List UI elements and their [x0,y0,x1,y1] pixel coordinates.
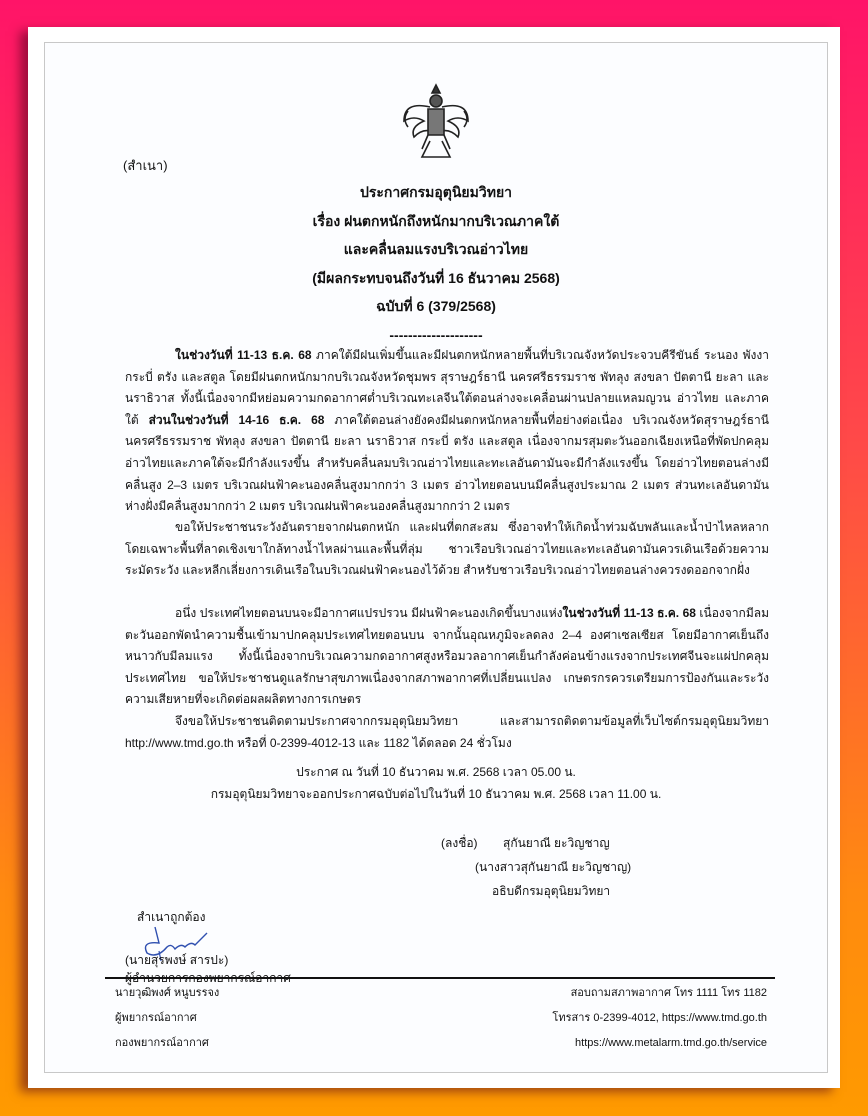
contact-fax-website[interactable]: โทรสาร 0-2399-4012, https://www.tmd.go.th [552,1012,767,1024]
announcement-title-block [45,178,827,349]
forecaster-division: กองพยากรณ์อากาศ [115,1037,209,1049]
title-subject: เรื่อง ฝนตกหนักถึงหนักมากบริเวณภาคใต้ [312,212,560,229]
signatory-name: สุกันยาณี ยะวิญชาญ [503,836,610,850]
text: อนึ่ง ประเทศไทยตอนบนจะมีอากาศแปรปรวน มีฝนฟ้าคะนองเกิดขึ้นบางแห่ง [175,606,563,620]
paragraph-3 [125,603,769,711]
certified-label: สำเนาถูกต้อง [137,910,206,924]
bold-date: ในช่วงวันที่ 11-13 ธ.ค. 68 [562,606,696,620]
signed-label: (ลงชื่อ) [441,836,478,850]
text: ภาคใต้ตอนล่างยังคงมีฝนตกหนักหลายพื้นที่อย่างต่อเนื่อง บริเวณจังหวัดสุราษฎร์ธานี นครศรีธรรมราช พัทลุง สงขลา ปัตตานี ยะลา นราธิวาส กระบี่ ตรัง และสตูล เนื่องจากมรสุมตะวันออกเฉียงเหนือที่พัดปกคลุมอ่าวไทยและภาคใต้จะมีกำลังแรงขึ้น สำหรับคลื่นลมบริเวณอ่าวไทยและทะเลอันดามันจะมีกำลังแรงขึ้น โดยอ่าวไทยตอนล่างมีคลื่นสูง 2–3 เมตร บริเวณฝนฟ้าคะนองคลื่นสูงมากกว่า 3 เมตร อ่าวไทยตอนบนมีคลื่นสูงประมาณ 2 เมตร ส่วนทะเลอันดามันห่างฝั่งมีคลื่นสูงมากกว่า 2 เมตร บริเวณฝนฟ้าคะนองคลื่นสูงมากกว่า 2 เมตร [125,412,769,514]
footer-left [115,981,219,1056]
title-effective: (มีผลกระทบจนถึงวันที่ 16 ธันวาคม 2568) [312,269,560,286]
bold-date: ส่วนในช่วงวันที่ 14-16 ธ.ค. 68 [148,412,325,427]
forecaster-title: ผู้พยากรณ์อากาศ [115,1012,197,1024]
garuda-emblem-icon [400,81,472,163]
signatory-full-name: (นางสาวสุกันยาณี ยะวิญชาญ) [475,860,632,874]
paragraph-2: ขอให้ประชาชนระวังอันตรายจากฝนตกหนัก และฝนที่ตกสะสม ซึ่งอาจทำให้เกิดน้ำท่วมฉับพลันและน้ำป่าไหลหลาก โดยเฉพาะพื้นที่ลาดเชิงเขาใกล้ทางน้ำไหลผ่านและพื้นที่ลุ่ม ชาวเรือบริเวณอ่าวไทยและทะเลอันดามันควรเดินเรือด้วยความระมัดระวัง และหลีกเลี่ยงการเดินเรือในบริเวณฝนฟ้าคะนองไว้ด้วย สำหรับชาวเรือบริเวณอ่าวไทยตอนล่างควรงดออกจากฝั่ง [125,520,769,578]
next-issue-time: กรมอุตุนิยมวิทยาจะออกประกาศฉบับต่อไปในวันที่ 10 ธันวาคม พ.ศ. 2568 เวลา 11.00 น. [210,787,662,801]
document-page [28,27,840,1088]
footer-right [552,981,767,1056]
title-issue-number: ฉบับที่ 6 (379/2568) [376,298,496,314]
text: เนื่องจากมีลมตะวันออกพัดนำความชื้นเข้ามาปกคลุมประเทศไทยตอนบน จากนั้นอุณหภูมิจะลดลง 2–4 องศาเซลเซียส โดยมีอากาศเย็นถึงหนาวกับมีลมแรง ทั้งนี้เนื่องจากบริเวณความกดอากาศสูงหรือมวลอากาศเย็นกำลังค่อนข้างแรงจากประเทศจีนจะแผ่ปกคลุมประเทศไทย ขอให้ประชาชนดูแลรักษาสุขภาพเนื่องจากสภาพอากาศที่เปลี่ยนแปลง เกษตรกรควรเตรียมการป้องกันและระวังความเสียหายที่จะเกิดต่อผลผลิตทางการเกษตร [125,606,769,707]
footer-divider [105,977,775,979]
issued-block [45,761,827,805]
issued-time: ประกาศ ณ วันที่ 10 ธันวาคม พ.ศ. 2568 เวลา 05.00 น. [296,765,576,779]
text: ภาคใต้มีฝนเพิ่มขึ้นและมีฝนตกหนักหลายพื้นที่บริเวณจังหวัดประจวบคีรีขันธ์ ระนอง พังงา กระบี่ ตรัง และสตูล โดยมีฝนตกหนักมากบริเวณจังหวัดชุมพร สุราษฎร์ธานี นครศรีธรรมราช พัทลุง สงขลา ปัตตานี ยะลา และนราธิวาส ทั้งนี้เนื่องจากมีหย่อมความกดอากาศต่ำบริเวณทะเลจีนใต้ตอนล่างจะเคลื่อนผ่านปลายแหลมญวน อ่าวไทย และภาคใต้ [125,348,769,427]
title-agency: ประกาศกรมอุตุนิยมวิทยา [359,184,513,200]
forecaster-name: นายวุฒิพงศ์ หนูบรรจง [115,987,220,999]
certified-name: (นายสุรพงษ์ สารปะ) [125,953,229,967]
copy-label: (สำเนา) [123,158,168,173]
bold-date: ในช่วงวันที่ 11-13 ธ.ค. 68 [175,348,312,362]
metalarm-link[interactable]: https://www.metalarm.tmd.go.th/service [575,1037,767,1049]
signatory-position: อธิบดีกรมอุตุนิยมวิทยา [492,884,611,898]
paragraph-1 [125,345,769,518]
title-divider: -------------------- [389,326,483,343]
contact-phone: สอบถามสภาพอากาศ โทร 1111 โทร 1182 [570,987,767,999]
document-border [44,42,828,1073]
paragraph-4: จึงขอให้ประชาชนติดตามประกาศจากกรมอุตุนิยมวิทยา และสามารถติดตามข้อมูลที่เว็บไซต์กรมอุตุนิยมวิทยา http://www.tmd.go.th หรือที่ 0-2399-4012-13 และ 1182 ได้ตลอด 24 ชั่วโมง [125,714,769,750]
title-subject-cont: และคลื่นลมแรงบริเวณอ่าวไทย [343,241,529,257]
